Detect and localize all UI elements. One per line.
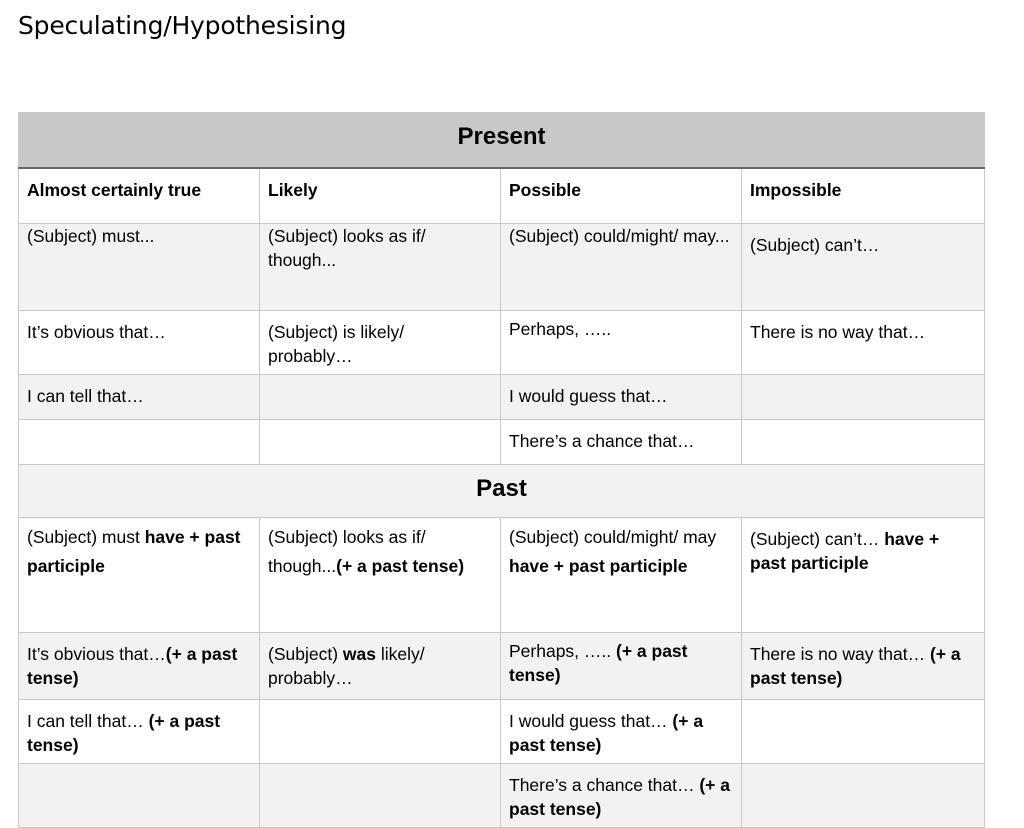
past-row-4: [19, 764, 985, 828]
past-cell-text: (Subject) looks as if/ though...: [268, 527, 426, 576]
past-cell-text: I would guess that…: [509, 711, 673, 731]
present-heading: Present: [19, 113, 985, 169]
page-title: Speculating/Hypothesising: [18, 11, 347, 40]
column-header-almost-certain: Almost certainly true: [19, 168, 260, 224]
present-row-4: [19, 420, 985, 465]
past-section-row: [19, 465, 985, 518]
past-heading: Past: [19, 465, 985, 518]
present-cell: (Subject) looks as if/ though...: [260, 224, 501, 311]
past-row-1: [19, 518, 985, 633]
past-cell-emphasis: (+ a past tense): [27, 711, 221, 755]
past-cell: [501, 633, 742, 700]
past-row-2: [19, 633, 985, 700]
column-header-impossible: Impossible: [742, 168, 985, 224]
speculation-table: [18, 112, 985, 828]
past-cell: [742, 700, 985, 764]
column-header-likely: Likely: [260, 168, 501, 224]
past-cell-tail: likely/ probably…: [268, 644, 425, 688]
past-cell: [260, 700, 501, 764]
past-row-3: [19, 700, 985, 764]
past-cell-text: There’s a chance that…: [509, 775, 700, 795]
present-cell: (Subject) can’t…: [742, 224, 985, 311]
past-cell-text: It’s obvious that…: [27, 644, 166, 664]
present-cell: Perhaps, …..: [501, 311, 742, 375]
present-cell: (Subject) must...: [19, 224, 260, 311]
present-cell: [260, 375, 501, 420]
past-cell-text: (Subject): [268, 644, 343, 664]
past-cell: [501, 700, 742, 764]
present-cell: I would guess that…: [501, 375, 742, 420]
past-cell: [742, 633, 985, 700]
past-cell-emphasis: (+ a past tense): [509, 711, 704, 755]
past-cell: [742, 764, 985, 828]
present-cell: [19, 420, 260, 465]
past-cell-emphasis: (+ a past tense): [509, 641, 688, 685]
past-cell: [742, 518, 985, 633]
past-cell: [260, 764, 501, 828]
present-cell: There’s a chance that…: [501, 420, 742, 465]
present-cell: [260, 420, 501, 465]
past-cell-emphasis: have + past participle: [750, 529, 940, 573]
past-cell-emphasis: was: [342, 644, 376, 664]
past-cell-emphasis: have + past participle: [27, 527, 241, 576]
past-cell: [260, 518, 501, 633]
present-cell: (Subject) could/might/ may...: [501, 224, 742, 311]
present-cell: I can tell that…: [19, 375, 260, 420]
present-row-1: [19, 224, 985, 311]
present-cell: There is no way that…: [742, 311, 985, 375]
past-cell-emphasis: (+ a past tense): [509, 775, 730, 819]
past-cell-emphasis: (+ a past tense): [336, 556, 465, 576]
present-cell: [742, 420, 985, 465]
past-cell: [19, 518, 260, 633]
past-cell: [19, 633, 260, 700]
past-cell-text: I can tell that…: [27, 711, 149, 731]
past-cell: [260, 633, 501, 700]
past-cell-emphasis: have + past participle: [509, 556, 688, 576]
present-cell: [742, 375, 985, 420]
past-cell-emphasis: (+ a past tense): [27, 644, 238, 688]
present-row-3: [19, 375, 985, 420]
past-cell-emphasis: (+ a past tense): [750, 644, 961, 688]
present-cell: It’s obvious that…: [19, 311, 260, 375]
column-header-row: [19, 168, 985, 224]
present-row-2: [19, 311, 985, 375]
past-cell: [501, 764, 742, 828]
present-cell: (Subject) is likely/ probably…: [260, 311, 501, 375]
past-cell-text: Perhaps, …..: [509, 641, 616, 661]
present-section-row: [19, 113, 985, 169]
past-cell-text: (Subject) must: [27, 527, 145, 547]
column-header-possible: Possible: [501, 168, 742, 224]
past-cell: [19, 764, 260, 828]
past-cell-text: (Subject) could/might/ may: [509, 527, 717, 547]
past-cell: [501, 518, 742, 633]
past-cell-text: (Subject) can’t…: [750, 529, 885, 549]
past-cell: [19, 700, 260, 764]
past-cell-text: There is no way that…: [750, 644, 930, 664]
